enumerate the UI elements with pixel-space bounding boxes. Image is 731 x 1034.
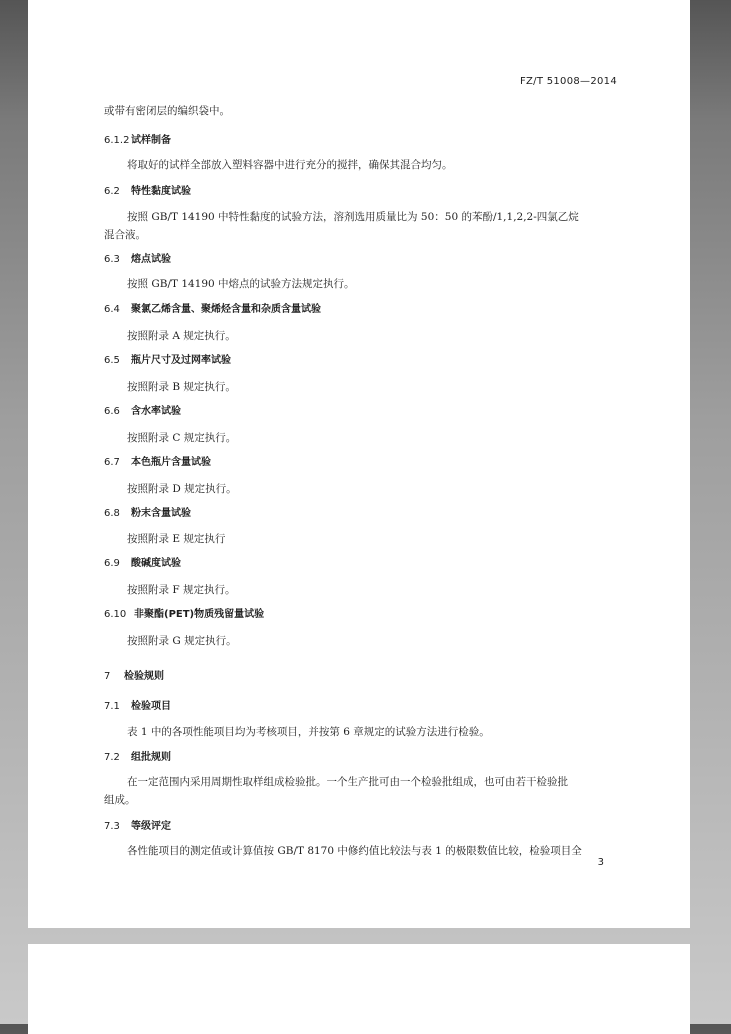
section-number: 7.1	[104, 701, 120, 712]
section-body: 按照附录 B 规定执行。	[127, 381, 236, 393]
section-number: 6.8	[104, 508, 120, 519]
section-title: 聚氯乙烯含量、聚烯烃含量和杂质含量试验	[131, 304, 321, 315]
standard-code: FZ/T 51008—2014	[519, 76, 617, 87]
section-heading-6-5	[104, 354, 231, 368]
section-body-continued: 组成。	[104, 794, 136, 806]
section-heading-6-1-2	[104, 134, 171, 148]
page-number: 3	[597, 857, 604, 868]
section-title: 粉末含量试验	[131, 508, 191, 519]
section-number: 6.5	[104, 355, 120, 366]
section-title: 试样制备	[131, 135, 171, 146]
section-title: 特性黏度试验	[131, 186, 191, 197]
section-heading-6-7	[104, 456, 211, 470]
section-title: 瓶片尺寸及过网率试验	[131, 355, 231, 366]
section-body: 在一定范围内采用周期性取样组成检验批。一个生产批可由一个检验批组成，也可由若干检验批	[127, 776, 568, 788]
section-body: 按照 GB/T 14190 中熔点的试验方法规定执行。	[127, 278, 355, 290]
section-body: 按照 GB/T 14190 中特性黏度的试验方法，溶剂选用质量比为 50：50 的苯酚/1,1,2,2-四氯乙烷	[127, 211, 579, 223]
intro-line: 或带有密闭层的编织袋中。	[104, 105, 230, 117]
section-number: 6.2	[104, 186, 120, 197]
chapter-number: 7	[104, 671, 111, 682]
section-body: 将取好的试样全部放入塑料容器中进行充分的搅拌，确保其混合均匀。	[127, 159, 453, 171]
section-number: 7.2	[104, 752, 120, 763]
section-number: 6.3	[104, 254, 120, 265]
section-body: 按照附录 D 规定执行。	[127, 483, 237, 495]
section-heading-6-4	[104, 303, 321, 317]
section-body: 按照附录 F 规定执行。	[127, 584, 236, 596]
section-title: 组批规则	[131, 752, 171, 763]
section-body: 按照附录 E 规定执行	[127, 533, 226, 545]
section-heading-7-1	[104, 700, 171, 714]
section-number: 6.1.2	[104, 135, 130, 146]
next-page	[28, 944, 690, 1034]
section-heading-6-8	[104, 507, 191, 521]
section-title: 非聚酯(PET)物质残留量试验	[134, 609, 265, 620]
section-title: 熔点试验	[131, 254, 171, 265]
section-body-continued: 混合液。	[104, 229, 146, 241]
section-body: 按照附录 G 规定执行。	[127, 635, 237, 647]
section-heading-7-2	[104, 751, 171, 765]
section-title: 酸碱度试验	[131, 558, 181, 569]
section-number: 6.10	[104, 609, 127, 620]
section-heading-6-9	[104, 557, 181, 571]
section-body: 按照附录 C 规定执行。	[127, 432, 237, 444]
section-body: 按照附录 A 规定执行。	[127, 330, 236, 342]
section-heading-6-10	[104, 608, 264, 622]
section-number: 7.3	[104, 821, 120, 832]
chapter-heading-7	[104, 670, 164, 684]
document-page	[28, 0, 690, 928]
section-heading-6-3	[104, 253, 171, 267]
section-number: 6.9	[104, 558, 120, 569]
section-body: 表 1 中的各项性能项目均为考核项目，并按第 6 章规定的试验方法进行检验。	[127, 726, 490, 738]
section-number: 6.4	[104, 304, 120, 315]
section-body: 各性能项目的测定值或计算值按 GB/T 8170 中修约值比较法与表 1 的极限数值比较，检验项目全	[127, 845, 582, 857]
section-number: 6.6	[104, 406, 120, 417]
section-heading-6-2	[104, 185, 191, 199]
section-title: 检验项目	[131, 701, 171, 712]
section-heading-6-6	[104, 405, 181, 419]
section-title: 含水率试验	[131, 406, 181, 417]
chapter-title: 检验规则	[124, 671, 164, 682]
section-heading-7-3	[104, 820, 171, 834]
section-number: 6.7	[104, 457, 120, 468]
section-title: 本色瓶片含量试验	[131, 457, 211, 468]
section-title: 等级评定	[131, 821, 171, 832]
